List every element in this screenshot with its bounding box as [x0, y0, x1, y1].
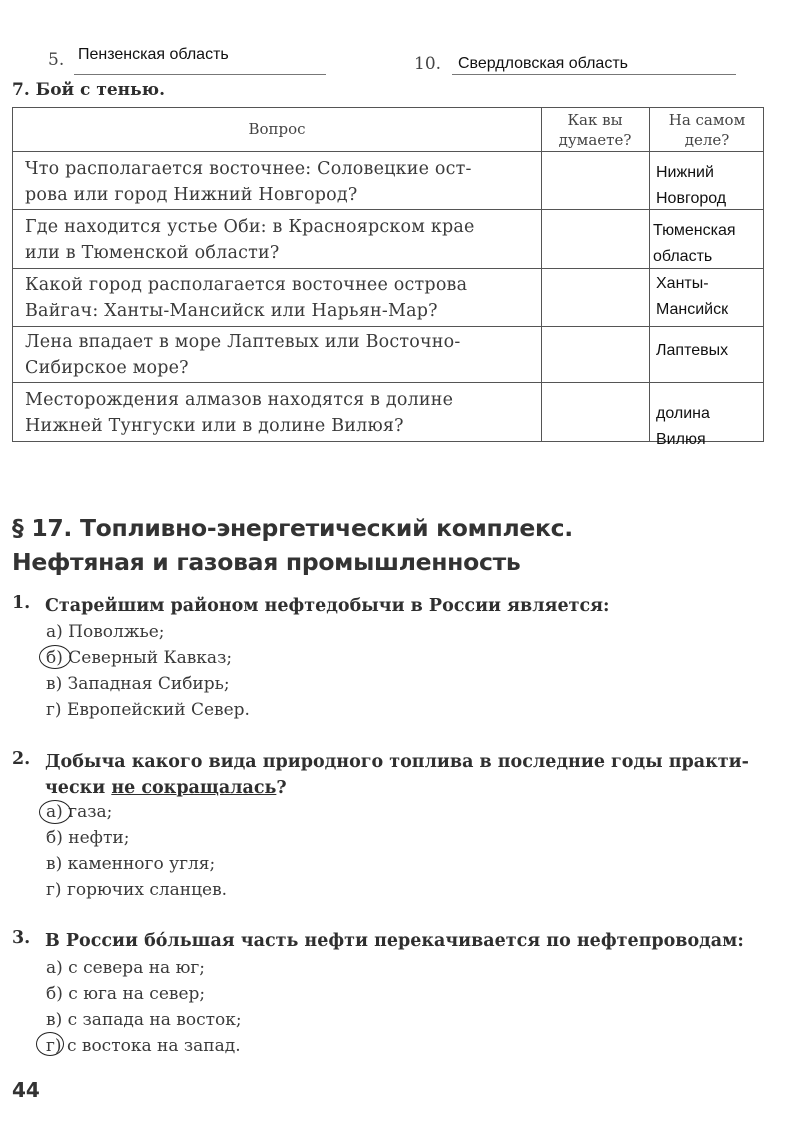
table-row-answer: [656, 160, 726, 212]
table-row-answer: [656, 401, 763, 453]
table-row-question: [25, 329, 540, 381]
option-b[interactable]: б) с юга на север;: [46, 984, 206, 1004]
table-row-question: [25, 156, 540, 208]
question-1-text: Старейшим районом нефтедобычи в России является:: [45, 596, 610, 616]
answer-line: область: [653, 248, 713, 265]
item-10-number: 10.: [414, 54, 442, 74]
table-divider: [541, 108, 542, 441]
option-d[interactable]: г) Европейский Север.: [46, 700, 250, 720]
question-2-line2: [45, 775, 749, 801]
answer-line: Тюменская: [653, 222, 736, 239]
question-2-options: [46, 799, 227, 903]
item-5-answer: Пензенская область: [78, 46, 229, 63]
item-5-number: 5.: [48, 50, 65, 70]
question-2-number: 2.: [12, 749, 31, 769]
header-think-line2: думаете?: [558, 131, 632, 149]
selected-answer-circle: [39, 800, 71, 824]
question-line: Месторождения алмазов находятся в долине: [25, 390, 454, 410]
header-actual-line1: На самом: [668, 111, 746, 129]
question-line: Вайгач: Ханты-Мансийск или Нарьян-Мар?: [25, 301, 438, 321]
table-row-question: [25, 272, 540, 324]
answer-line: Новгород: [656, 190, 727, 207]
table-divider: [649, 108, 650, 441]
section-title-line1: § 17. Топливно-энергетический комплекс.: [12, 514, 573, 542]
answer-line: Ханты-: [656, 275, 709, 292]
option-d[interactable]: г) с востока на запад.: [46, 1036, 241, 1056]
table-row-question: [25, 387, 540, 439]
answer-line: Мансийск: [656, 301, 729, 318]
table-divider: [13, 382, 763, 383]
option-c[interactable]: в) каменного угля;: [46, 854, 216, 874]
table-row-answer: [656, 271, 728, 323]
table-divider: [13, 326, 763, 327]
question-2-pre: чески: [45, 778, 112, 798]
option-d[interactable]: г) горючих сланцев.: [46, 880, 228, 900]
table-divider: [13, 268, 763, 269]
section-title: [12, 511, 573, 579]
section-title-line2: Нефтяная и газовая промышленность: [12, 548, 521, 576]
task-7-title: 7. Бой с тенью.: [12, 80, 166, 100]
question-line: Где находится устье Оби: в Красноярском крае: [25, 217, 475, 237]
selected-answer-circle: [39, 645, 71, 669]
question-line: Нижней Тунгуски или в долине Вилюя?: [25, 416, 404, 436]
selected-answer-circle: [36, 1032, 64, 1056]
table-row-answer: [653, 218, 736, 270]
question-3-number: 3.: [12, 928, 31, 948]
table-divider: [13, 151, 763, 152]
question-line: Какой город располагается восточнее острова: [25, 275, 468, 295]
table-row-answer: [656, 338, 728, 364]
page-number: 44: [12, 1078, 40, 1102]
question-2-line1: Добыча какого вида природного топлива в последние годы практи-: [45, 752, 749, 772]
question-1-options: [46, 619, 250, 723]
shadow-fight-table: [12, 107, 764, 448]
question-line: Что располагается восточнее: Соловецкие ост-: [25, 159, 472, 179]
header-think-line1: Как вы: [567, 111, 623, 129]
option-a[interactable]: а) Поволжье;: [46, 622, 165, 642]
question-1-number: 1.: [12, 593, 31, 613]
answer-line: долина Вилюя: [656, 405, 710, 448]
table-divider: [13, 209, 763, 210]
question-2-post: ?: [276, 778, 287, 798]
question-2-text: [45, 749, 749, 801]
answer-line: Нижний: [656, 164, 714, 181]
table-row-question: [25, 214, 540, 266]
answer-line: Лаптевых: [656, 342, 729, 359]
header-actual-line2: деле?: [684, 131, 730, 149]
header-question: Вопрос: [248, 120, 306, 138]
option-b[interactable]: б) Северный Кавказ;: [46, 648, 233, 668]
option-c[interactable]: в) Западная Сибирь;: [46, 674, 230, 694]
option-c[interactable]: в) с запада на восток;: [46, 1010, 242, 1030]
option-a[interactable]: а) с севера на юг;: [46, 958, 206, 978]
question-3-options: [46, 955, 242, 1059]
header-think: [541, 110, 649, 150]
question-line: Сибирское море?: [25, 358, 189, 378]
question-3-text: В России бо́льшая часть нефти перекачивается по нефтепроводам:: [45, 931, 744, 951]
header-actual: [649, 110, 765, 150]
option-b[interactable]: б) нефти;: [46, 828, 130, 848]
question-line: или в Тюменской области?: [25, 243, 280, 263]
question-2-underlined: не сокращалась: [111, 778, 277, 798]
item-10-answer: Свердловская область: [458, 55, 628, 72]
question-line: Лена впадает в море Лаптевых или Восточно-: [25, 332, 461, 352]
option-a[interactable]: а) газа;: [46, 802, 113, 822]
question-line: рова или город Нижний Новгород?: [25, 185, 358, 205]
